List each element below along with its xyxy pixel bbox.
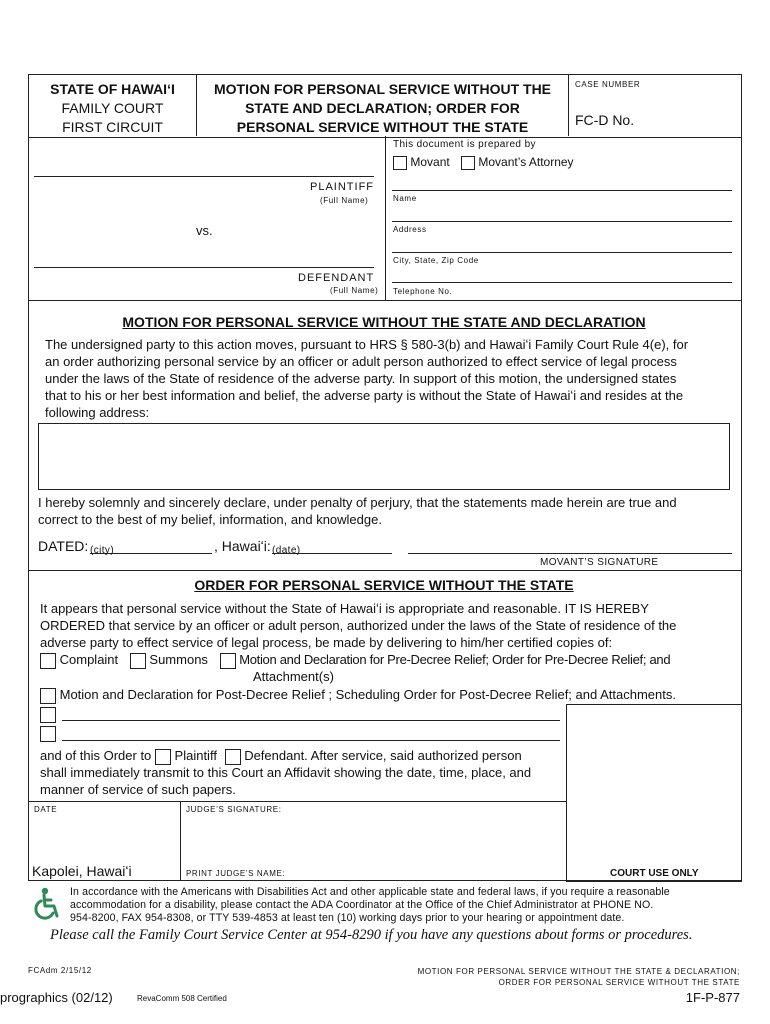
movant-checkbox[interactable] — [393, 156, 407, 170]
order-line: It appears that personal service without the State of Hawaiʻi is appropriate and reasonable. IT IS HEREBY — [40, 601, 649, 616]
declaration-line: I hereby solemnly and sincerely declare, under penalty of perjury, that the statements made herein are true and — [38, 495, 677, 510]
plaintiff-checkbox[interactable] — [155, 749, 171, 765]
name-field[interactable] — [392, 190, 732, 191]
predecree-label: Motion and Declaration for Pre-Decree Relief; Order for Pre-Decree Relief; and — [239, 652, 671, 667]
prepared-by-label: This document is prepared by — [393, 139, 536, 150]
title-line-3: PERSONAL SERVICE WITHOUT THE STATE — [236, 119, 529, 135]
motion-line: under the laws of the State of residence of the adverse party. In support of this motion, the undersigned states — [45, 371, 677, 386]
certified-label: RevaComm 508 Certified — [137, 994, 227, 1003]
ada-line: accommodation for a disability, please contact the ADA Coordinator at the Office of the Chief Administrator at PHONE NO. — [70, 899, 654, 911]
title-line-1: MOTION FOR PERSONAL SERVICE WITHOUT THE — [213, 81, 552, 97]
declaration-text — [38, 494, 677, 528]
court-info — [29, 80, 196, 137]
motion-line: that to his or her best information and belief, the adverse party is without the State of Hawaiʻi and resides at the — [45, 388, 684, 403]
state-line: STATE OF HAWAIʻI — [50, 81, 175, 97]
form-number: 1F-P-877 — [685, 990, 740, 1005]
date-label: DATE — [34, 805, 58, 814]
order-after-line: manner of service of such papers. — [40, 782, 236, 797]
case-number-field[interactable] — [575, 112, 634, 128]
other-checkbox-1[interactable] — [40, 707, 56, 723]
defendant-option-label: Defendant. After service, said authorized person — [244, 748, 522, 763]
dated-row — [38, 538, 88, 554]
service-center-note: Please call the Family Court Service Center at 954-8290 if you have any questions about forms or procedures. — [50, 927, 693, 943]
wheelchair-icon — [28, 886, 64, 922]
ada-line: 954-8200, FAX 954-8308, or TTY 539-4853 at least ten (10) working days prior to your hearing or appointment date. — [70, 912, 625, 924]
movant-signature-label: MOVANT’S SIGNATURE — [540, 557, 659, 568]
printer-label: prographics (02/12) — [0, 990, 113, 1005]
form-title-footer-line: MOTION FOR PERSONAL SERVICE WITHOUT THE STATE & DECLARATION; — [417, 967, 740, 976]
order-text — [40, 600, 676, 651]
location-label: Kapolei, Hawaiʻi — [32, 863, 132, 879]
address-textbox[interactable] — [38, 423, 730, 490]
case-number-label: CASE NUMBER — [575, 80, 641, 89]
movant-option-label: Movant — [410, 155, 450, 169]
form-title-footer — [410, 966, 740, 988]
judge-signature-field[interactable] — [184, 815, 562, 859]
summons-checkbox[interactable] — [130, 653, 146, 669]
date-hint: (date) — [272, 545, 301, 556]
complaint-checkbox[interactable] — [40, 653, 56, 669]
plaintiff-option-label: Plaintiff — [174, 748, 217, 763]
name-label: Name — [393, 194, 417, 203]
other-document-line-2[interactable] — [62, 740, 560, 741]
city-field[interactable] — [392, 252, 732, 253]
dated-date-field[interactable] — [272, 540, 392, 554]
preparer-options — [393, 155, 574, 170]
postdecree-row — [40, 686, 676, 704]
other-document-line-1[interactable] — [62, 720, 560, 721]
postdecree-label: Motion and Declaration for Post-Decree Relief ; Scheduling Order for Post-Decree Relief; and Attachments. — [59, 687, 676, 702]
plaintiff-line[interactable] — [34, 176, 374, 177]
defendant-label: DEFENDANT — [298, 272, 375, 284]
form-code: FCAdm 2/15/12 — [28, 966, 92, 975]
dated-label: DATED: — [38, 538, 89, 554]
title-line-2: STATE AND DECLARATION; ORDER FOR — [245, 100, 520, 116]
order-date-field[interactable] — [30, 815, 178, 859]
motion-heading: MOTION FOR PERSONAL SERVICE WITHOUT THE STATE AND DECLARATION — [122, 314, 646, 330]
hawaii-label: , Hawaiʻi: — [214, 538, 271, 554]
order-line: adverse party to effect service of legal process, be made by delivering to him/her certified copies of: — [40, 635, 613, 650]
defendant-line[interactable] — [34, 267, 374, 268]
vs-label: vs. — [196, 223, 213, 238]
form-title — [197, 80, 568, 137]
summons-label: Summons — [149, 652, 208, 667]
case-prefix: FC-D No. — [575, 112, 635, 128]
document-options-row — [40, 651, 670, 669]
motion-text — [45, 336, 735, 421]
court-line: FAMILY COURT — [61, 100, 164, 116]
form-title-footer-line: ORDER FOR PERSONAL SERVICE WITHOUT THE STATE — [498, 978, 740, 987]
court-use-label: COURT USE ONLY — [610, 868, 699, 879]
court-use-box — [566, 704, 742, 882]
attorney-checkbox[interactable] — [461, 156, 475, 170]
accessibility-icon — [28, 886, 64, 922]
attorney-option-label: Movant’s Attorney — [478, 155, 574, 169]
predecree-checkbox[interactable] — [220, 653, 236, 669]
plaintiff-sub: (Full Name) — [320, 196, 369, 205]
plaintiff-label: PLAINTIFF — [310, 181, 375, 193]
order-after-text — [40, 764, 531, 798]
motion-line: an order authorizing personal service by an officer or adult person authorized to effect service of legal process — [45, 354, 677, 369]
judge-signature-label: JUDGE’S SIGNATURE: — [186, 805, 282, 814]
phone-label: Telephone No. — [393, 287, 453, 296]
ada-line: In accordance with the Americans with Disabilities Act and other applicable state and federal laws, if you require a reasonable — [70, 886, 670, 898]
address-label: Address — [393, 225, 427, 234]
order-to-row — [40, 747, 522, 765]
order-after-line: shall immediately transmit to this Court an Affidavit showing the date, time, place, and — [40, 765, 532, 780]
dated-city-field[interactable] — [90, 540, 212, 554]
order-line: ORDERED that service by an officer or adult person, authorized under the laws of the State of residence of the — [40, 618, 677, 633]
circuit-line: FIRST CIRCUIT — [62, 119, 163, 135]
order-to-label: and of this Order to — [40, 748, 152, 763]
complaint-label: Complaint — [59, 652, 119, 667]
city-label: City, State, Zip Code — [393, 256, 479, 265]
motion-line: following address: — [45, 405, 150, 420]
postdecree-checkbox[interactable] — [40, 688, 56, 704]
defendant-checkbox[interactable] — [225, 749, 241, 765]
print-judge-label: PRINT JUDGE’S NAME: — [186, 869, 286, 878]
movant-signature-line[interactable] — [408, 553, 732, 554]
defendant-sub: (Full Name) — [330, 286, 379, 295]
ada-notice — [70, 886, 670, 925]
motion-line: The undersigned party to this action moves, pursuant to HRS § 580-3(b) and Hawaiʻi Family Court Rule 4(e), for — [45, 337, 689, 352]
address-field[interactable] — [392, 221, 732, 222]
other-checkbox-2[interactable] — [40, 726, 56, 742]
order-heading: ORDER FOR PERSONAL SERVICE WITHOUT THE STATE — [194, 577, 574, 593]
phone-field[interactable] — [392, 282, 732, 283]
predecree-label-cont: Attachment(s) — [253, 669, 334, 684]
city-hint: (city) — [90, 545, 115, 556]
declaration-line: correct to the best of my belief, information, and knowledge. — [38, 512, 382, 527]
